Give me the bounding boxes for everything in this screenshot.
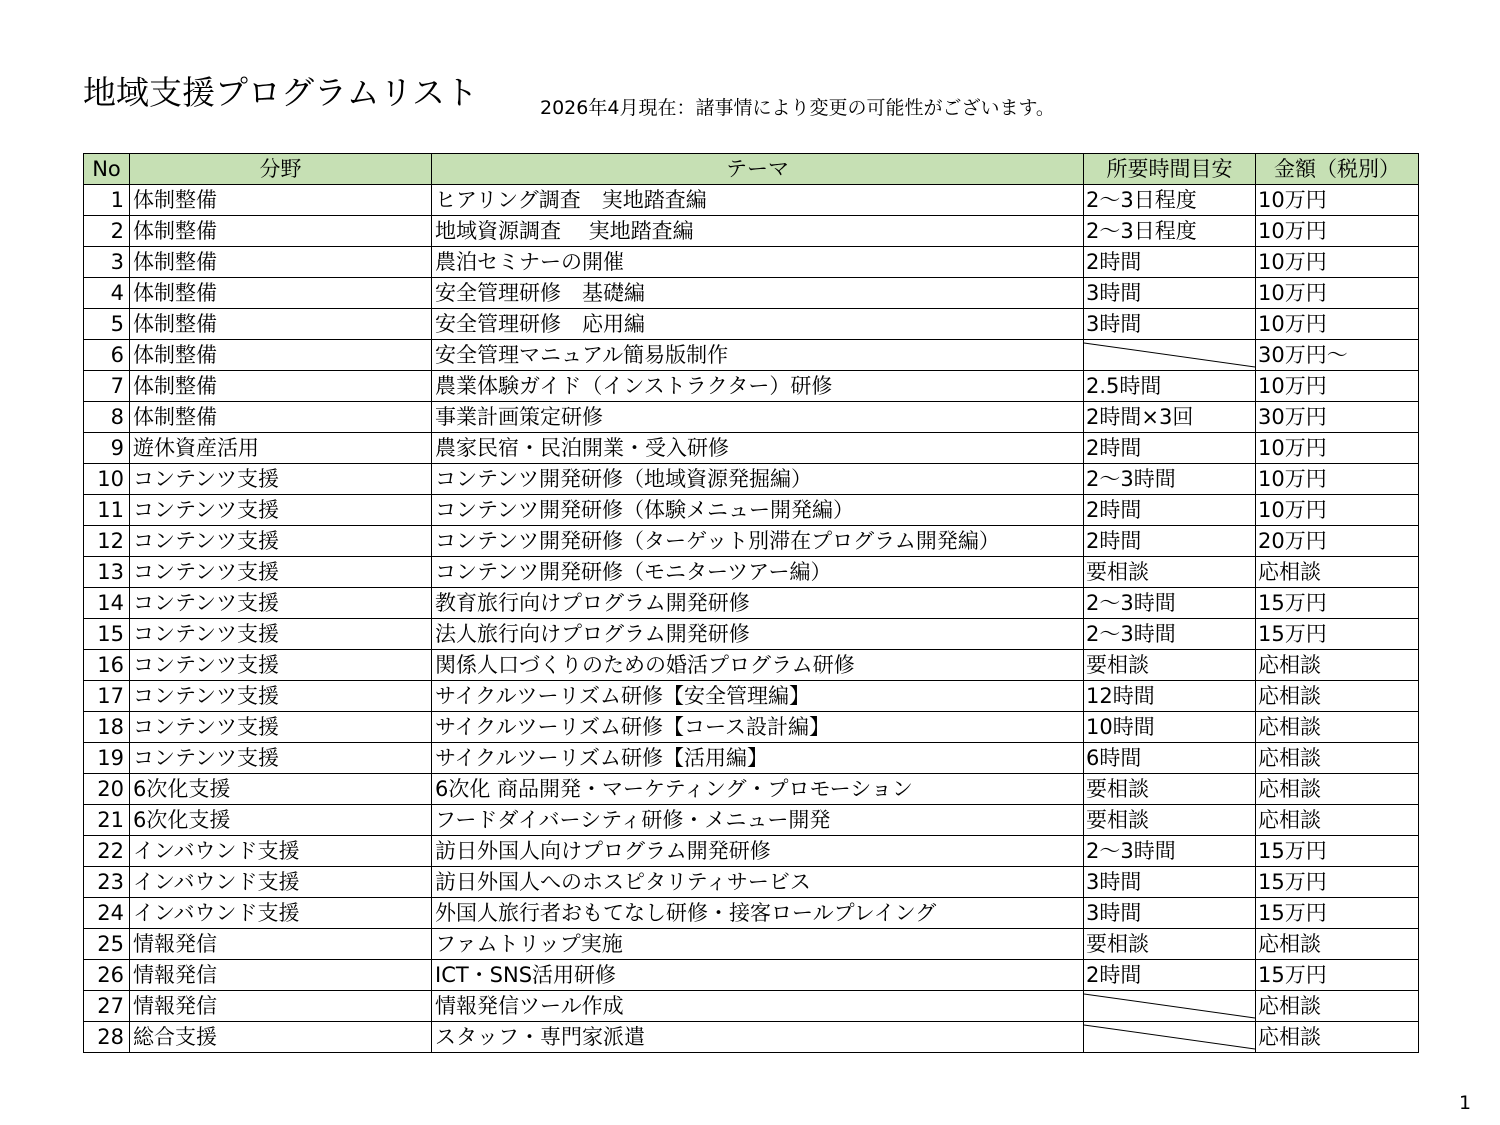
cell-price: 10万円 [1256,495,1419,526]
diagonal-line-icon [1084,340,1255,370]
cell-theme: 法人旅行向けプログラム開発研修 [432,619,1084,650]
cell-no: 18 [84,712,130,743]
cell-no: 16 [84,650,130,681]
cell-field: 6次化支援 [130,774,432,805]
cell-price: 応相談 [1256,1022,1419,1053]
cell-no: 3 [84,247,130,278]
cell-theme: 教育旅行向けプログラム開発研修 [432,588,1084,619]
cell-field: 情報発信 [130,929,432,960]
cell-time-not-applicable [1084,1022,1256,1053]
cell-no: 12 [84,526,130,557]
cell-price: 15万円 [1256,960,1419,991]
cell-theme: 情報発信ツール作成 [432,991,1084,1022]
page-title: 地域支援プログラムリスト [83,73,479,112]
cell-price: 応相談 [1256,650,1419,681]
program-table [83,153,1419,1053]
cell-theme: 安全管理研修 基礎編 [432,278,1084,309]
cell-field: 遊休資産活用 [130,433,432,464]
cell-price: 10万円 [1256,433,1419,464]
cell-field: コンテンツ支援 [130,712,432,743]
cell-time: 2～3日程度 [1084,216,1256,247]
cell-theme: 訪日外国人へのホスピタリティサービス [432,867,1084,898]
cell-price: 応相談 [1256,743,1419,774]
cell-time: 要相談 [1084,557,1256,588]
cell-field: コンテンツ支援 [130,588,432,619]
cell-price: 10万円 [1256,464,1419,495]
cell-time: 10時間 [1084,712,1256,743]
header-theme: テーマ [432,154,1084,185]
cell-price: 10万円 [1256,371,1419,402]
cell-price: 応相談 [1256,557,1419,588]
cell-no: 20 [84,774,130,805]
table-row [84,805,1419,836]
cell-field: 体制整備 [130,278,432,309]
cell-price: 15万円 [1256,867,1419,898]
cell-time: 要相談 [1084,929,1256,960]
cell-time: 要相談 [1084,650,1256,681]
table-row [84,371,1419,402]
cell-field: 体制整備 [130,247,432,278]
cell-no: 6 [84,340,130,371]
cell-theme: 事業計画策定研修 [432,402,1084,433]
cell-price: 15万円 [1256,619,1419,650]
header-time: 所要時間目安 [1084,154,1256,185]
cell-time: 2.5時間 [1084,371,1256,402]
table-row [84,309,1419,340]
cell-time: 要相談 [1084,774,1256,805]
cell-no: 19 [84,743,130,774]
cell-theme: サイクルツーリズム研修【コース設計編】 [432,712,1084,743]
cell-time: 2～3時間 [1084,588,1256,619]
cell-no: 27 [84,991,130,1022]
cell-price: 10万円 [1256,309,1419,340]
cell-price: 応相談 [1256,712,1419,743]
cell-no: 7 [84,371,130,402]
cell-field: インバウンド支援 [130,898,432,929]
table-row [84,867,1419,898]
table-row [84,402,1419,433]
cell-field: 情報発信 [130,960,432,991]
cell-price: 15万円 [1256,588,1419,619]
cell-no: 13 [84,557,130,588]
table-row [84,650,1419,681]
cell-theme: サイクルツーリズム研修【活用編】 [432,743,1084,774]
cell-price: 15万円 [1256,898,1419,929]
cell-field: コンテンツ支援 [130,495,432,526]
cell-time: 2時間×3回 [1084,402,1256,433]
cell-no: 26 [84,960,130,991]
cell-theme: 地域資源調査 実地踏査編 [432,216,1084,247]
cell-field: インバウンド支援 [130,867,432,898]
cell-theme: ICT・SNS活用研修 [432,960,1084,991]
cell-time: 3時間 [1084,309,1256,340]
cell-no: 5 [84,309,130,340]
cell-price: 20万円 [1256,526,1419,557]
cell-no: 1 [84,185,130,216]
cell-price: 応相談 [1256,991,1419,1022]
cell-no: 17 [84,681,130,712]
cell-theme: 関係人口づくりのための婚活プログラム研修 [432,650,1084,681]
cell-no: 14 [84,588,130,619]
cell-time: 2時間 [1084,960,1256,991]
table-row [84,1022,1419,1053]
cell-no: 2 [84,216,130,247]
cell-no: 10 [84,464,130,495]
cell-field: 体制整備 [130,402,432,433]
cell-price: 応相談 [1256,929,1419,960]
cell-theme: 安全管理研修 応用編 [432,309,1084,340]
table-row [84,774,1419,805]
cell-no: 24 [84,898,130,929]
cell-time: 2時間 [1084,247,1256,278]
cell-time: 2～3時間 [1084,464,1256,495]
cell-field: コンテンツ支援 [130,464,432,495]
cell-field: 情報発信 [130,991,432,1022]
cell-field: コンテンツ支援 [130,743,432,774]
cell-no: 22 [84,836,130,867]
cell-field: 総合支援 [130,1022,432,1053]
diagonal-line-icon [1084,991,1255,1021]
cell-no: 9 [84,433,130,464]
cell-theme: スタッフ・専門家派遣 [432,1022,1084,1053]
cell-price: 応相談 [1256,774,1419,805]
cell-price: 30万円 [1256,402,1419,433]
cell-field: 体制整備 [130,216,432,247]
table-header-row [84,154,1419,185]
cell-field: 体制整備 [130,185,432,216]
header-no: No [84,154,130,185]
cell-field: コンテンツ支援 [130,557,432,588]
cell-time: 2時間 [1084,495,1256,526]
cell-theme: 安全管理マニュアル簡易版制作 [432,340,1084,371]
page-number: 1 [1459,1092,1472,1114]
cell-price: 10万円 [1256,247,1419,278]
cell-time: 3時間 [1084,278,1256,309]
table-row [84,929,1419,960]
table-row [84,340,1419,371]
diagonal-line-icon [1084,1022,1255,1052]
header-price: 金額（税別） [1256,154,1419,185]
cell-field: コンテンツ支援 [130,526,432,557]
cell-field: 体制整備 [130,309,432,340]
table-row [84,495,1419,526]
cell-theme: コンテンツ開発研修（モニターツアー編） [432,557,1084,588]
table-row [84,185,1419,216]
cell-time: 2時間 [1084,526,1256,557]
cell-time: 6時間 [1084,743,1256,774]
table-body [84,185,1419,1053]
header-field: 分野 [130,154,432,185]
cell-field: 体制整備 [130,340,432,371]
cell-price: 30万円～ [1256,340,1419,371]
table-row [84,836,1419,867]
cell-time-not-applicable [1084,991,1256,1022]
cell-field: コンテンツ支援 [130,619,432,650]
cell-theme: フードダイバーシティ研修・メニュー開発 [432,805,1084,836]
cell-no: 8 [84,402,130,433]
table-row [84,247,1419,278]
cell-price: 応相談 [1256,681,1419,712]
cell-field: コンテンツ支援 [130,650,432,681]
cell-time: 要相談 [1084,805,1256,836]
cell-time: 12時間 [1084,681,1256,712]
cell-price: 15万円 [1256,836,1419,867]
cell-theme: 外国人旅行者おもてなし研修・接客ロールプレイング [432,898,1084,929]
cell-time-not-applicable [1084,340,1256,371]
cell-field: コンテンツ支援 [130,681,432,712]
cell-theme: 6次化 商品開発・マーケティング・プロモーション [432,774,1084,805]
cell-time: 3時間 [1084,898,1256,929]
cell-no: 23 [84,867,130,898]
table-row [84,557,1419,588]
cell-no: 11 [84,495,130,526]
cell-field: インバウンド支援 [130,836,432,867]
cell-time: 2時間 [1084,433,1256,464]
cell-theme: コンテンツ開発研修（体験メニュー開発編） [432,495,1084,526]
table-row [84,433,1419,464]
cell-time: 2～3時間 [1084,836,1256,867]
cell-price: 応相談 [1256,805,1419,836]
cell-time: 3時間 [1084,867,1256,898]
table-row [84,216,1419,247]
table-row [84,278,1419,309]
table-row [84,681,1419,712]
cell-no: 4 [84,278,130,309]
cell-field: 体制整備 [130,371,432,402]
table-row [84,712,1419,743]
table-row [84,588,1419,619]
table-row [84,619,1419,650]
cell-theme: 訪日外国人向けプログラム開発研修 [432,836,1084,867]
table-row [84,898,1419,929]
cell-theme: 農家民宿・民泊開業・受入研修 [432,433,1084,464]
cell-theme: 農泊セミナーの開催 [432,247,1084,278]
cell-no: 28 [84,1022,130,1053]
table-row [84,743,1419,774]
cell-theme: コンテンツ開発研修（ターゲット別滞在プログラム開発編） [432,526,1084,557]
cell-price: 10万円 [1256,185,1419,216]
cell-theme: ファムトリップ実施 [432,929,1084,960]
cell-no: 15 [84,619,130,650]
table-row [84,464,1419,495]
cell-theme: 農業体験ガイド（インストラクター）研修 [432,371,1084,402]
cell-price: 10万円 [1256,216,1419,247]
cell-price: 10万円 [1256,278,1419,309]
cell-no: 21 [84,805,130,836]
table-row [84,991,1419,1022]
table-row [84,526,1419,557]
cell-time: 2～3時間 [1084,619,1256,650]
cell-field: 6次化支援 [130,805,432,836]
cell-theme: コンテンツ開発研修（地域資源発掘編） [432,464,1084,495]
cell-theme: サイクルツーリズム研修【安全管理編】 [432,681,1084,712]
cell-time: 2～3日程度 [1084,185,1256,216]
table-row [84,960,1419,991]
cell-no: 25 [84,929,130,960]
cell-theme: ヒアリング調査 実地踏査編 [432,185,1084,216]
page-note: 2026年4月現在：諸事情により変更の可能性がございます。 [540,97,1055,119]
